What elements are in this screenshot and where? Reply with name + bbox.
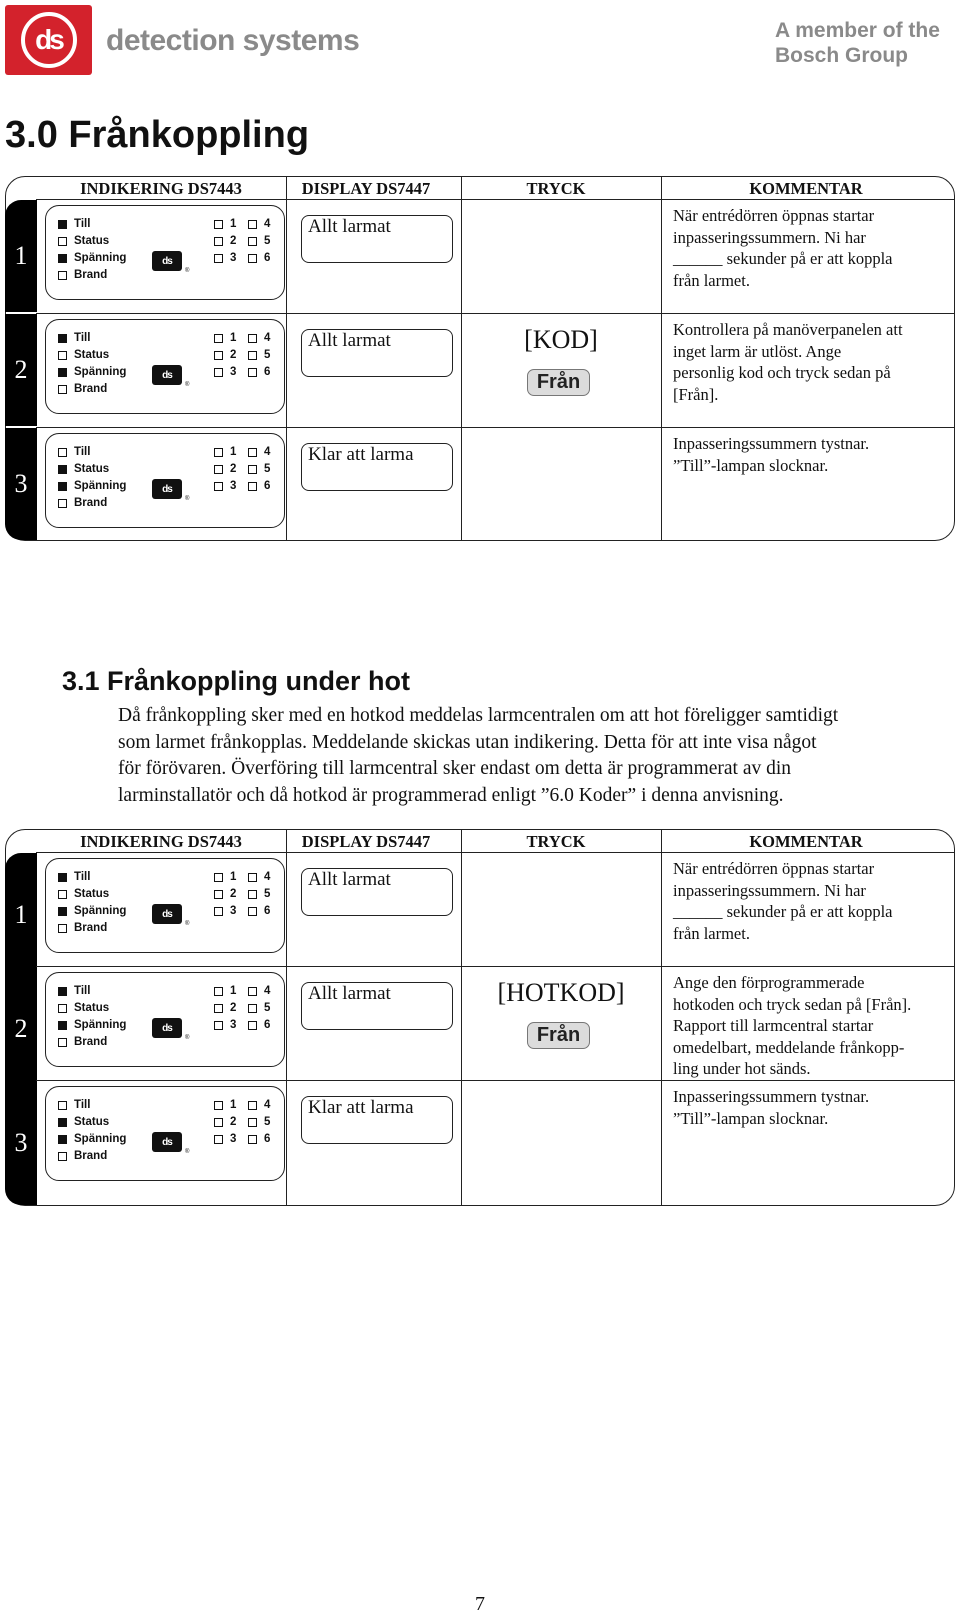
indicator-till xyxy=(58,218,90,230)
indicator-lamp-icon xyxy=(58,351,67,360)
row-number: 2 xyxy=(5,314,37,426)
registered-mark: ® xyxy=(185,496,190,502)
zone-6-indicator xyxy=(248,252,270,264)
registered-mark: ® xyxy=(185,1035,190,1041)
indicator-lamp-icon xyxy=(58,482,67,491)
indicator-lamp-icon xyxy=(58,987,67,996)
ds-logo-icon: ds xyxy=(152,251,182,271)
zone-number: 5 xyxy=(264,1002,271,1014)
zone-number: 6 xyxy=(264,1019,271,1031)
zone-5-indicator xyxy=(248,463,270,475)
registered-mark: ® xyxy=(185,921,190,927)
zone-5-indicator xyxy=(248,1002,270,1014)
zone-4-indicator xyxy=(248,332,270,344)
ds-logo xyxy=(5,5,92,75)
comment-text xyxy=(673,319,960,405)
indicator-brand xyxy=(58,1150,107,1162)
indicator-label: Till xyxy=(74,1099,91,1111)
column-divider xyxy=(661,177,662,540)
zone-number: 2 xyxy=(230,235,237,247)
row-number: 1 xyxy=(5,853,37,977)
indicator-label: Status xyxy=(74,463,110,475)
indicator-brand xyxy=(58,269,107,281)
zone-lamp-icon xyxy=(248,254,257,263)
zone-number: 4 xyxy=(264,218,271,230)
zone-lamp-icon xyxy=(248,890,257,899)
column-header: KOMMENTAR xyxy=(749,832,863,851)
paragraph-line: för förövaren. Överföring till larmcentral sker endast om detta är programmerat av din xyxy=(118,758,792,779)
comment-line: Inpasseringssummern tystnar. xyxy=(673,434,870,453)
zone-4-indicator xyxy=(248,446,270,458)
indicator-lamp-icon xyxy=(58,385,67,394)
zone-number: 1 xyxy=(230,332,237,344)
zone-6-indicator xyxy=(248,1133,270,1145)
indicator-lamp-icon xyxy=(58,907,67,916)
ds7447-display: Allt larmat xyxy=(301,215,453,263)
procedure-table-1 xyxy=(5,176,955,541)
zone-number: 3 xyxy=(230,905,237,917)
zone-3-indicator xyxy=(214,1133,236,1145)
registered-mark: ® xyxy=(185,382,190,388)
indicator-label: Spänning xyxy=(74,905,127,917)
zone-6-indicator xyxy=(248,480,270,492)
comment-line: Rapport till larmcentral startar xyxy=(673,1016,874,1035)
zone-5-indicator xyxy=(248,1116,270,1128)
zone-number: 2 xyxy=(230,1002,237,1014)
zone-lamp-icon xyxy=(214,1004,223,1013)
indicator-lamp-icon xyxy=(58,1101,67,1110)
zone-lamp-icon xyxy=(248,368,257,377)
row-number: 3 xyxy=(5,428,37,540)
press-code: [KOD] xyxy=(524,325,598,354)
zone-lamp-icon xyxy=(248,465,257,474)
zone-lamp-icon xyxy=(214,1118,223,1127)
column-divider xyxy=(661,830,662,1205)
indicator-lamp-icon xyxy=(58,1021,67,1030)
zone-number: 1 xyxy=(230,871,237,883)
comment-line: [Från]. xyxy=(673,384,719,404)
indicator-status xyxy=(58,1116,109,1128)
zone-number: 6 xyxy=(264,252,271,264)
zone-lamp-icon xyxy=(248,1118,257,1127)
ds-logo-mark: ds xyxy=(21,12,77,68)
comment-text xyxy=(673,1086,960,1129)
zone-4-indicator xyxy=(248,985,270,997)
ds7443-indicator-panel xyxy=(45,319,285,414)
zone-number: 2 xyxy=(230,463,237,475)
zone-lamp-icon xyxy=(248,1101,257,1110)
fran-key-icon: Från xyxy=(527,1022,590,1049)
zone-lamp-icon xyxy=(248,873,257,882)
comment-line: från larmet. xyxy=(673,923,750,943)
zone-number: 3 xyxy=(230,1133,237,1145)
indicator-lamp-icon xyxy=(58,465,67,474)
zone-number: 6 xyxy=(264,366,271,378)
indicator-lamp-icon xyxy=(58,890,67,899)
zone-1-indicator xyxy=(214,446,236,458)
zone-lamp-icon xyxy=(248,482,257,491)
zone-6-indicator xyxy=(248,905,270,917)
comment-text xyxy=(673,433,960,476)
column-header: DISPLAY DS7447 xyxy=(301,179,431,198)
indicator-label: Till xyxy=(74,985,91,997)
zone-number: 3 xyxy=(230,366,237,378)
zone-lamp-icon xyxy=(248,448,257,457)
indicator-status xyxy=(58,235,109,247)
zone-1-indicator xyxy=(214,985,236,997)
column-header: DISPLAY DS7447 xyxy=(301,832,431,851)
zone-3-indicator xyxy=(214,480,236,492)
ds7443-indicator-panel xyxy=(45,1086,285,1181)
zone-6-indicator xyxy=(248,366,270,378)
indicator-brand xyxy=(58,383,107,395)
ds7447-display: Klar att larma xyxy=(301,443,453,491)
indicator-label: Spänning xyxy=(74,480,127,492)
zone-number: 2 xyxy=(230,349,237,361)
zone-number: 3 xyxy=(230,1019,237,1031)
zone-lamp-icon xyxy=(214,368,223,377)
zone-lamp-icon xyxy=(214,907,223,916)
comment-line: personlig kod och tryck sedan på xyxy=(673,363,891,382)
zone-2-indicator xyxy=(214,888,236,900)
comment-line: inpasseringssummern. Ni har xyxy=(673,227,866,247)
comment-line: inget larm är utlöst. Ange xyxy=(673,341,842,361)
comment-line: Inpasseringssummern tystnar. xyxy=(673,1087,870,1106)
member-line-2: Bosch Group xyxy=(775,44,909,67)
zone-number: 5 xyxy=(264,235,271,247)
indicator-brand xyxy=(58,922,107,934)
comment-line: hotkoden och tryck sedan på [Från]. xyxy=(673,994,912,1014)
zone-1-indicator xyxy=(214,871,236,883)
zone-number: 6 xyxy=(264,480,271,492)
indicator-status xyxy=(58,1002,109,1014)
zone-lamp-icon xyxy=(214,351,223,360)
page-number: 7 xyxy=(475,1593,485,1615)
ds-logo-icon: ds xyxy=(152,479,182,499)
indicator-lamp-icon xyxy=(58,334,67,343)
zone-6-indicator xyxy=(248,1019,270,1031)
column-header: INDIKERING DS7443 xyxy=(80,179,242,198)
indicator-lamp-icon xyxy=(58,1038,67,1047)
comment-text xyxy=(673,205,960,291)
zone-4-indicator xyxy=(248,218,270,230)
member-line-1: A member of the xyxy=(775,19,940,42)
zone-number: 6 xyxy=(264,905,271,917)
zone-2-indicator xyxy=(214,1116,236,1128)
zone-number: 4 xyxy=(264,1099,271,1111)
zone-lamp-icon xyxy=(248,1021,257,1030)
indicator-status xyxy=(58,463,109,475)
zone-lamp-icon xyxy=(214,237,223,246)
indicator-status xyxy=(58,349,109,361)
indicator-label: Brand xyxy=(74,1036,108,1048)
zone-lamp-icon xyxy=(248,1004,257,1013)
zone-number: 2 xyxy=(230,1116,237,1128)
indicator-label: Status xyxy=(74,235,110,247)
zone-lamp-icon xyxy=(248,351,257,360)
comment-line: När entrédörren öppnas startar xyxy=(673,206,875,225)
indicator-label: Spänning xyxy=(74,366,127,378)
zone-2-indicator xyxy=(214,1002,236,1014)
zone-lamp-icon xyxy=(248,220,257,229)
ds-logo-icon: ds xyxy=(152,1018,182,1038)
zone-number: 1 xyxy=(230,218,237,230)
column-divider xyxy=(461,830,462,1205)
ds7447-display: Allt larmat xyxy=(301,868,453,916)
zone-lamp-icon xyxy=(214,1135,223,1144)
fran-key-icon: Från xyxy=(527,369,590,396)
indicator-till xyxy=(58,871,90,883)
paragraph-line: larminstallatör och då hotkod är programmerad enligt ”6.0 Koder” i denna anvisning. xyxy=(118,784,784,806)
ds7447-display: Allt larmat xyxy=(301,982,453,1030)
paragraph-line: som larmet frånkopplas. Meddelande skickas utan indikering. Detta för att inte visa något xyxy=(118,731,817,753)
zone-number: 3 xyxy=(230,252,237,264)
ds7443-indicator-panel xyxy=(45,433,285,528)
ds7443-indicator-panel xyxy=(45,205,285,300)
comment-line: ______ sekunder på er att koppla xyxy=(673,249,893,268)
zone-4-indicator xyxy=(248,1099,270,1111)
column-header: TRYCK xyxy=(526,179,586,198)
zone-number: 5 xyxy=(264,349,271,361)
indicator-label: Spänning xyxy=(74,252,127,264)
ds-logo-icon: ds xyxy=(152,365,182,385)
indicator-lamp-icon xyxy=(58,254,67,263)
row-divider xyxy=(36,852,954,853)
zone-lamp-icon xyxy=(248,987,257,996)
column-divider xyxy=(286,177,287,540)
zone-1-indicator xyxy=(214,218,236,230)
zone-number: 4 xyxy=(264,871,271,883)
zone-number: 4 xyxy=(264,446,271,458)
indicator-lamp-icon xyxy=(58,499,67,508)
zone-1-indicator xyxy=(214,332,236,344)
paragraph-line: Då frånkoppling sker med en hotkod meddelas larmcentralen om att hot föreligger samtidigt xyxy=(118,705,839,726)
zone-number: 1 xyxy=(230,985,237,997)
indicator-lamp-icon xyxy=(58,1118,67,1127)
indicator-spanning xyxy=(58,905,126,917)
ds7443-indicator-panel xyxy=(45,972,285,1067)
zone-lamp-icon xyxy=(248,237,257,246)
zone-lamp-icon xyxy=(214,1021,223,1030)
indicator-brand xyxy=(58,497,107,509)
zone-lamp-icon xyxy=(214,334,223,343)
zone-lamp-icon xyxy=(248,334,257,343)
indicator-label: Spänning xyxy=(74,1019,127,1031)
zone-number: 5 xyxy=(264,888,271,900)
comment-line: ”Till”-lampan slocknar. xyxy=(673,1108,829,1128)
indicator-label: Till xyxy=(74,218,91,230)
row-divider xyxy=(36,313,954,314)
indicator-label: Brand xyxy=(74,922,108,934)
indicator-label: Status xyxy=(74,888,110,900)
ds-logo-icon: ds xyxy=(152,904,182,924)
ds-logo-icon: ds xyxy=(152,1132,182,1152)
indicator-lamp-icon xyxy=(58,368,67,377)
zone-number: 1 xyxy=(230,446,237,458)
indicator-lamp-icon xyxy=(58,271,67,280)
comment-line: Kontrollera på manöverpanelen att xyxy=(673,320,903,339)
indicator-label: Brand xyxy=(74,497,108,509)
zone-number: 1 xyxy=(230,1099,237,1111)
comment-line: inpasseringssummern. Ni har xyxy=(673,880,866,900)
indicator-lamp-icon xyxy=(58,873,67,882)
zone-lamp-icon xyxy=(214,482,223,491)
comment-text xyxy=(673,858,960,944)
indicator-spanning xyxy=(58,480,126,492)
press-code: [HOTKOD] xyxy=(497,978,625,1007)
zone-5-indicator xyxy=(248,888,270,900)
zone-2-indicator xyxy=(214,463,236,475)
ds7447-display: Klar att larma xyxy=(301,1096,453,1144)
row-divider xyxy=(36,1080,954,1081)
zone-3-indicator xyxy=(214,905,236,917)
row-divider xyxy=(36,199,954,200)
row-number: 3 xyxy=(5,1081,37,1205)
indicator-spanning xyxy=(58,252,126,264)
indicator-label: Status xyxy=(74,1002,110,1014)
indicator-till xyxy=(58,332,90,344)
comment-line: ”Till”-lampan slocknar. xyxy=(673,455,829,475)
column-header: KOMMENTAR xyxy=(749,179,863,198)
indicator-label: Till xyxy=(74,446,91,458)
subsection-title: 3.1 Frånkoppling under hot xyxy=(62,666,411,696)
zone-5-indicator xyxy=(248,349,270,361)
comment-line: från larmet. xyxy=(673,270,750,290)
indicator-till xyxy=(58,1099,90,1111)
column-divider xyxy=(461,177,462,540)
row-divider xyxy=(36,966,954,967)
indicator-label: Status xyxy=(74,1116,110,1128)
zone-4-indicator xyxy=(248,871,270,883)
comment-line: ling under hot sänds. xyxy=(673,1059,811,1078)
column-divider xyxy=(286,830,287,1205)
zone-number: 5 xyxy=(264,1116,271,1128)
zone-lamp-icon xyxy=(248,907,257,916)
registered-mark: ® xyxy=(185,268,190,274)
indicator-lamp-icon xyxy=(58,220,67,229)
zone-lamp-icon xyxy=(214,465,223,474)
indicator-brand xyxy=(58,1036,107,1048)
zone-3-indicator xyxy=(214,252,236,264)
zone-number: 5 xyxy=(264,463,271,475)
zone-1-indicator xyxy=(214,1099,236,1111)
row-number: 1 xyxy=(5,200,37,312)
zone-number: 4 xyxy=(264,332,271,344)
indicator-status xyxy=(58,888,109,900)
brand-name: detection systems xyxy=(106,24,360,57)
zone-lamp-icon xyxy=(214,1101,223,1110)
zone-lamp-icon xyxy=(214,220,223,229)
zone-3-indicator xyxy=(214,366,236,378)
indicator-lamp-icon xyxy=(58,924,67,933)
indicator-lamp-icon xyxy=(58,237,67,246)
indicator-lamp-icon xyxy=(58,1004,67,1013)
indicator-lamp-icon xyxy=(58,448,67,457)
zone-number: 3 xyxy=(230,480,237,492)
description-paragraph xyxy=(118,703,958,809)
row-divider xyxy=(36,427,954,428)
zone-2-indicator xyxy=(214,349,236,361)
indicator-label: Till xyxy=(74,332,91,344)
ds7443-indicator-panel xyxy=(45,858,285,953)
comment-text xyxy=(673,972,960,1080)
comment-line: När entrédörren öppnas startar xyxy=(673,859,875,878)
indicator-spanning xyxy=(58,366,126,378)
indicator-spanning xyxy=(58,1019,126,1031)
zone-2-indicator xyxy=(214,235,236,247)
ds7447-display: Allt larmat xyxy=(301,329,453,377)
indicator-label: Brand xyxy=(74,269,108,281)
zone-3-indicator xyxy=(214,1019,236,1031)
zone-lamp-icon xyxy=(214,873,223,882)
zone-lamp-icon xyxy=(214,890,223,899)
indicator-label: Status xyxy=(74,349,110,361)
indicator-label: Spänning xyxy=(74,1133,127,1145)
indicator-label: Brand xyxy=(74,383,108,395)
zone-number: 4 xyxy=(264,985,271,997)
indicator-lamp-icon xyxy=(58,1152,67,1161)
row-number: 2 xyxy=(5,967,37,1091)
section-title: 3.0 Frånkoppling xyxy=(5,114,310,156)
zone-lamp-icon xyxy=(248,1135,257,1144)
zone-number: 6 xyxy=(264,1133,271,1145)
zone-lamp-icon xyxy=(214,448,223,457)
comment-line: Ange den förprogrammerade xyxy=(673,973,865,992)
indicator-spanning xyxy=(58,1133,126,1145)
bosch-member-note xyxy=(775,18,945,68)
comment-line: omedelbart, meddelande frånkopp- xyxy=(673,1037,905,1057)
zone-5-indicator xyxy=(248,235,270,247)
zone-lamp-icon xyxy=(214,987,223,996)
column-header: INDIKERING DS7443 xyxy=(80,832,242,851)
indicator-label: Brand xyxy=(74,1150,108,1162)
indicator-till xyxy=(58,985,90,997)
indicator-label: Till xyxy=(74,871,91,883)
zone-number: 2 xyxy=(230,888,237,900)
comment-line: ______ sekunder på er att koppla xyxy=(673,902,893,921)
column-header: TRYCK xyxy=(526,832,586,851)
indicator-till xyxy=(58,446,90,458)
zone-lamp-icon xyxy=(214,254,223,263)
procedure-table-2 xyxy=(5,829,955,1206)
registered-mark: ® xyxy=(185,1149,190,1155)
indicator-lamp-icon xyxy=(58,1135,67,1144)
